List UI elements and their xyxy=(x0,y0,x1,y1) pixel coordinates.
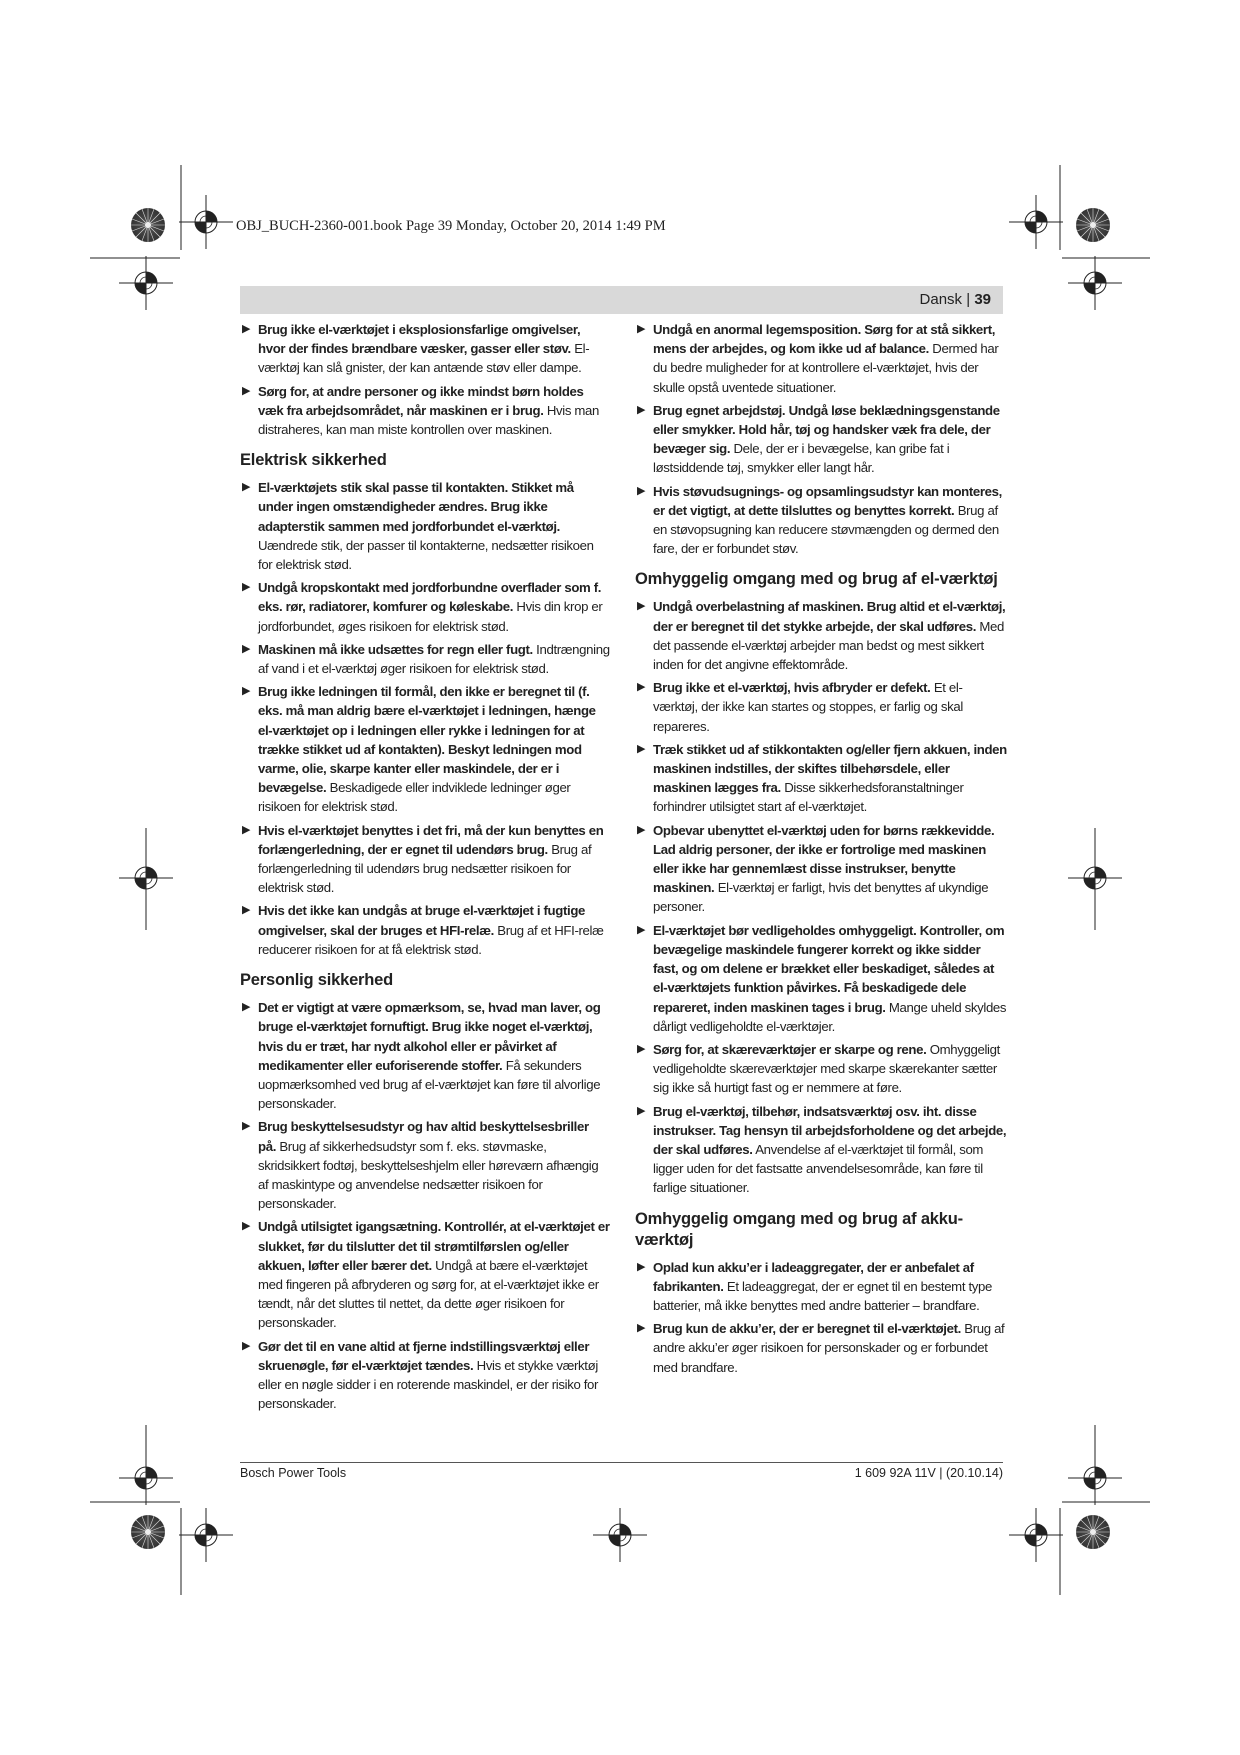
safety-item xyxy=(240,382,610,440)
bullet-triangle-icon: ▶ xyxy=(242,1001,251,1014)
safety-item xyxy=(240,578,610,636)
safety-item-bold: Det er vigtigt at være opmærksom, se, hvad man laver, og bruge el-værktøjet fornuftigt. Brug ikke noget el-værktøj, hvis du er træt, har nydt alkohol eller er påvirket af medikamenter eller euforiserende stoffer. xyxy=(258,1000,601,1073)
safety-item xyxy=(240,320,610,378)
safety-item xyxy=(240,640,610,678)
bullet-triangle-icon: ▶ xyxy=(242,1120,251,1133)
safety-item-bold: Brug ikke el-værktøjet i eksplosionsfarlige omgivelser, hvor der findes brændbare væsker, gasser eller støv. xyxy=(258,322,581,357)
safety-item-bold: Brug ikke ledningen til formål, den ikke er beregnet til (f. eks. må man aldrig bære el-værktøjet i ledningen, hænge el-værktøjet op i ledningen eller rykke i ledningen for at trække stikket ud af kontakten). Beskyt ledningen mod varme, olie, skarpe kanter eller maskindele, der er i bevægelse. xyxy=(258,684,596,796)
safety-item xyxy=(240,901,610,959)
safety-item-text: Dermed har du bedre muligheder for at kontrollere el-værktøjet, hvis der skulle opstå uventede situationer. xyxy=(653,341,999,395)
safety-item-text: Beskadigede eller indviklede ledninger øger risikoen for elektrisk stød. xyxy=(258,780,571,815)
battery-use-list xyxy=(635,1258,1007,1377)
electrical-safety-list xyxy=(240,478,610,959)
safety-item-bold: Undgå overbelastning af maskinen. Brug altid et el-værktøj, der er beregnet til det stykke arbejde, der skal udføres. xyxy=(653,599,1006,634)
safety-item xyxy=(635,597,1007,674)
header-language: Dansk xyxy=(919,291,963,308)
safety-item-bold: Sørg for, at skæreværktøjer er skarpe og rene. xyxy=(653,1041,927,1057)
safety-item-bold: Hvis det ikke kan undgås at bruge el-værktøjet i fugtige omgivelser, skal der bruges et HFI-relæ. xyxy=(258,903,586,938)
bullet-triangle-icon: ▶ xyxy=(242,323,251,335)
safety-item-text: Få sekunders uopmærksomhed ved brug af el-værktøjet kan føre til alvorlige personskader. xyxy=(258,1057,601,1112)
bullet-triangle-icon: ▶ xyxy=(242,1339,251,1352)
registration-wheel-bottom-left xyxy=(131,1515,165,1549)
safety-item-text: Brug af forlængerledning til udendørs brug nedsætter risikoen for elektrisk stød. xyxy=(258,841,592,896)
safety-item-text: Undgå at bære el-værktøjet med fingeren på afbryderen og sørg for, at el-værktøjet ikke er tændt, når det sluttes til nettet, da dette øger risikoen for personskader. xyxy=(258,1257,599,1331)
bullet-triangle-icon: ▶ xyxy=(242,384,251,397)
registration-wheel-top-left xyxy=(131,208,165,242)
personal-safety-list-continued xyxy=(635,320,1007,558)
safety-item-text: Brug af en støvopsugning kan reducere støvmængden og dermed den fare, der er forbundet støv. xyxy=(653,502,999,557)
safety-item-text: Uændrede stik, der passer til kontakterne, nedsætter risikoen for elektrisk stød. xyxy=(258,537,594,573)
safety-item-text: Brug af et HFI-relæ reducerer risikoen for at få elektrisk stød. xyxy=(258,922,604,957)
bullet-triangle-icon: ▶ xyxy=(637,403,646,416)
bullet-triangle-icon: ▶ xyxy=(637,1322,646,1335)
safety-item-bold: El-værktøjets stik skal passe til kontakten. Stikket må under ingen omstændigheder ændres. Brug ikke adapterstik sammen med jordforbundet el-værktøj. xyxy=(258,480,574,534)
safety-item xyxy=(635,1102,1007,1198)
personal-safety-list xyxy=(240,998,610,1413)
safety-item-bold: Brug kun de akku’er, der er beregnet til el-værktøjet. xyxy=(653,1321,961,1337)
safety-item-bold: Undgå en anormal legemsposition. Sørg for at stå sikkert, mens der arbejdes, og kom ikke ud af balance. xyxy=(653,322,996,357)
bullet-triangle-icon: ▶ xyxy=(637,1104,646,1117)
page-header-bar xyxy=(240,286,1003,314)
safety-item-text: Brug af sikkerhedsudstyr som f. eks. støvmaske, skridsikkert fodtøj, beskyttelseshjelm eller høreværn afhængig af maskintype og anvendelse nedsætter risikoen for personskader. xyxy=(258,1138,599,1212)
safety-item xyxy=(240,682,610,816)
footer-brand: Bosch Power Tools xyxy=(240,1466,347,1480)
safety-item-bold: Hvis støvudsugnings- og opsamlingsudstyr kan monteres, er det vigtigt, at dette tilsluttes og benyttes korrekt. xyxy=(653,483,1002,518)
safety-item xyxy=(635,740,1007,817)
safety-item xyxy=(240,1217,610,1332)
bullet-triangle-icon: ▶ xyxy=(242,642,251,655)
page-number: 39 xyxy=(974,291,991,308)
bullet-triangle-icon: ▶ xyxy=(242,1220,251,1233)
safety-item-text: Hvis man distraheres, kan man miste kontrollen over maskinen. xyxy=(258,402,600,438)
section-heading-careful-use: Omhyggelig omgang med og brug af el-værktøj xyxy=(635,570,998,589)
safety-item-text: Hvis et stykke værktøj eller en nøgle sidder i en roterende maskindel, er der risiko for personskader. xyxy=(258,1357,599,1412)
safety-item xyxy=(635,320,1007,397)
safety-item xyxy=(240,1337,610,1414)
bullet-triangle-icon: ▶ xyxy=(637,1042,646,1055)
safety-item-text: Et el-værktøj, der ikke kan startes og stoppes, er farlig og skal repareres. xyxy=(653,680,963,734)
footer-document-code: 1 609 92A 11V | (20.10.14) xyxy=(854,1466,1003,1480)
safety-item xyxy=(240,821,610,898)
safety-item-text: Hvis din krop er jordforbundet, øges risikoen for elektrisk stød. xyxy=(258,599,603,634)
safety-item xyxy=(240,478,610,574)
safety-item-bold: Brug egnet arbejdstøj. Undgå løse beklædningsgenstande eller smykker. Hold hår, tøj og handsker væk fra dele, der bevæger sig. xyxy=(653,402,1000,457)
safety-item-bold: Maskinen må ikke udsættes for regn eller fugt. xyxy=(258,641,533,657)
bullet-triangle-icon: ▶ xyxy=(242,823,251,836)
safety-item-text: Disse sikkerhedsforanstaltninger forhindrer utilsigtet start af el-værktøjet. xyxy=(653,780,964,815)
bullet-triangle-icon: ▶ xyxy=(242,904,251,917)
safety-item-text: Indtrængning af vand i et el-værktøj øger risikoen for elektrisk stød. xyxy=(258,641,610,677)
safety-item xyxy=(635,821,1007,917)
safety-item-bold: Sørg for, at andre personer og ikke mindst børn holdes væk fra arbejdsområdet, når maskinen er i brug. xyxy=(258,383,584,418)
section-heading-electrical: Elektrisk sikkerhed xyxy=(240,451,387,470)
safety-item-bold: Undgå utilsigtet igangsætning. Kontrollér, at el-værktøjet er slukket, før du tilslutter det til strømtilførslen og/eller akkuen, løfter eller bærer det. xyxy=(258,1219,610,1273)
careful-use-list xyxy=(635,597,1007,1197)
bullet-triangle-icon: ▶ xyxy=(637,1260,646,1273)
right-column xyxy=(635,320,1007,1381)
safety-item xyxy=(635,1319,1007,1377)
safety-item-text: Mange uheld skyldes dårligt vedligeholdte el-værktøjer. xyxy=(653,999,1007,1034)
safety-item-bold: Hvis el-værktøjet benyttes i det fri, må der kun benyttes en forlængerledning, der er egnet til udendørs brug. xyxy=(258,822,604,857)
safety-item-text: Omhyggeligt vedligeholdte skæreværktøjer med skarpe skærekanter sætter sig ikke så hurtigt fast og er nemmere at føre. xyxy=(653,1041,1000,1096)
left-column xyxy=(240,320,610,1417)
page-header-label xyxy=(920,291,991,308)
bullet-triangle-icon: ▶ xyxy=(242,581,251,594)
safety-item xyxy=(240,1117,610,1213)
registration-wheel-top-right xyxy=(1076,208,1110,242)
safety-item-text: Dele, der er i bevægelse, kan gribe fat i løstsiddende tøj, smykker eller langt hår. xyxy=(653,441,950,476)
bullet-triangle-icon: ▶ xyxy=(637,681,646,694)
bullet-triangle-icon: ▶ xyxy=(637,823,646,836)
safety-item xyxy=(635,401,1007,478)
footer-rule xyxy=(240,1462,1003,1463)
safety-item-text: Et ladeaggregat, der er egnet til en bestemt type batterier, må ikke benyttes med andre batterier – brandfare. xyxy=(653,1278,992,1313)
safety-item-text: Med det passende el-værktøj arbejder man bedst og mest sikkert inden for det angivne effektområde. xyxy=(653,618,1004,673)
safety-item-bold: Opbevar ubenyttet el-værktøj uden for børns rækkevidde. Lad aldrig personer, der ikke er fortrolige med maskinen eller ikke har gennemlæst disse instrukser, benytte maskinen. xyxy=(653,822,995,896)
bullet-triangle-icon: ▶ xyxy=(242,685,251,698)
safety-item-text: El-værktøj er farligt, hvis det benyttes af ukyndige personer. xyxy=(653,880,989,915)
bullet-triangle-icon: ▶ xyxy=(637,600,646,613)
safety-item-bold: Brug el-værktøj, tilbehør, indsatsværktøj osv. iht. disse instrukser. Tag hensyn til arbejdsforholdene og det arbejde, der skal udføres. xyxy=(653,1103,1007,1157)
safety-item xyxy=(635,1258,1007,1316)
safety-item xyxy=(635,921,1007,1036)
safety-item-bold: El-værktøjet bør vedligeholdes omhyggeligt. Kontroller, om bevægelige maskindele fungerer korrekt og ikke sidder fast, og om delene er brækket eller beskadiget, således at el-værktøjets funktion påvirkes. Få beskadigede dele repareret, inden maskinen tages i brug. xyxy=(653,922,1005,1015)
safety-item-bold: Brug ikke et el-værktøj, hvis afbryder er defekt. xyxy=(653,680,931,696)
bullet-triangle-icon: ▶ xyxy=(242,481,251,494)
safety-item-text: Brug af andre akku’er øger risikoen for personskader og er forbundet med brandfare. xyxy=(653,1321,1005,1375)
safety-item-text: El-værktøj kan slå gnister, der kan antænde støv eller dampe. xyxy=(258,341,590,376)
safety-item-bold: Træk stikket ud af stikkontakten og/eller fjern akkuen, inden maskinen indstilles, der skiftes tilbehørsdele, eller maskinen lægges fra. xyxy=(653,741,1007,796)
bullet-triangle-icon: ▶ xyxy=(637,923,646,936)
section-heading-battery-use: Omhyggelig omgang med og brug af akku-værktøj xyxy=(635,1209,963,1249)
general-safety-list xyxy=(240,320,610,439)
safety-item xyxy=(240,998,610,1113)
print-header: OBJ_BUCH-2360-001.book Page 39 Monday, October 20, 2014 1:49 PM xyxy=(236,218,666,234)
safety-item xyxy=(635,1040,1007,1098)
safety-item xyxy=(635,678,1007,736)
registration-wheel-bottom-right xyxy=(1076,1515,1110,1549)
safety-item-bold: Undgå kropskontakt med jordforbundne overflader som f. eks. rør, radiatorer, komfurer og køleskabe. xyxy=(258,580,602,615)
safety-item-bold: Brug beskyttelsesudstyr og hav altid beskyttelsesbriller på. xyxy=(258,1119,589,1154)
safety-item-text: Anvendelse af el-værktøjet til formål, som ligger uden for det fastsatte anvendelsesområde, kan føre til farlige situationer. xyxy=(653,1141,984,1196)
header-separator: | xyxy=(966,291,971,308)
section-heading-personal: Personlig sikkerhed xyxy=(240,971,394,990)
safety-item-bold: Gør det til en vane altid at fjerne indstillingsværktøj eller skruenøgle, før el-værktøjet tændes. xyxy=(258,1338,590,1373)
bullet-triangle-icon: ▶ xyxy=(637,742,646,755)
safety-item-bold: Oplad kun akku’er i ladeaggregater, der er anbefalet af fabrikanten. xyxy=(653,1259,974,1294)
bullet-triangle-icon: ▶ xyxy=(637,484,646,497)
bullet-triangle-icon: ▶ xyxy=(637,323,646,335)
safety-item xyxy=(635,482,1007,559)
